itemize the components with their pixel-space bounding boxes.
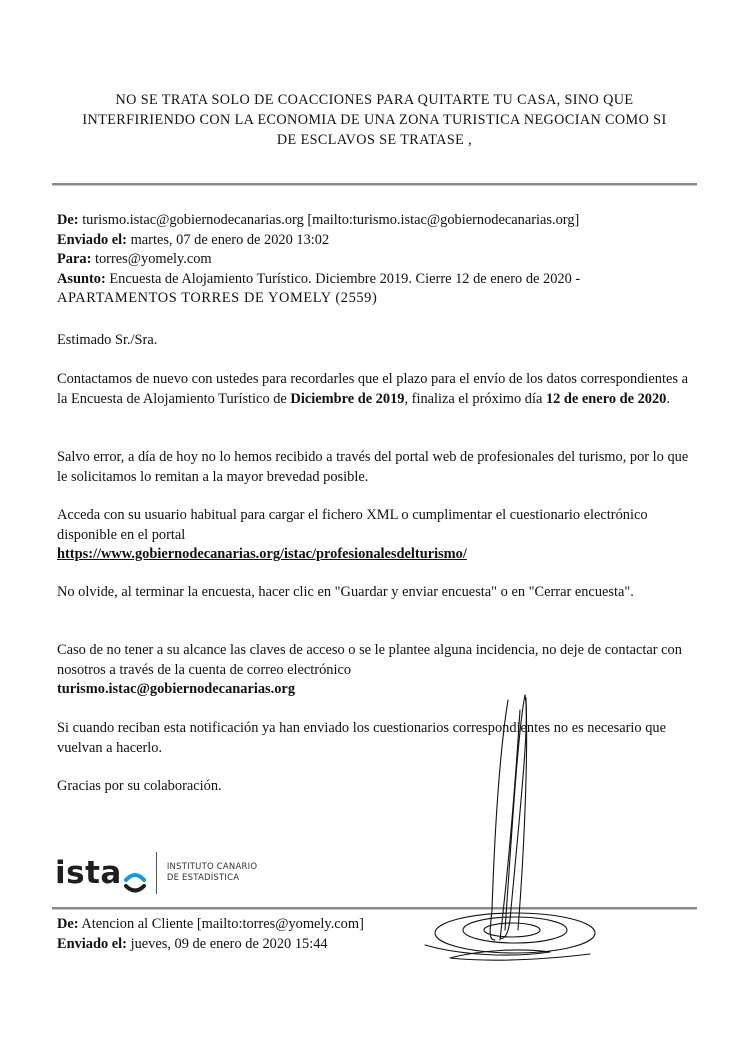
paragraph-text: Contactamos de nuevo con ustedes para recordarles que el plazo para el envío de los datos correspondientes a la Encuesta de Alojamiento Turístico de [57, 371, 688, 407]
greeting: Estimado Sr./Sra. [57, 332, 158, 348]
subject-value: Encuesta de Alojamiento Turístico. Diciembre 2019. Cierre 12 de enero de 2020 - [109, 270, 581, 287]
closing-thanks: Gracias por su colaboración. [57, 778, 222, 794]
paragraph-text: , finaliza el próximo día [404, 390, 546, 407]
banner-line: DE ESCLAVOS SE TRATASE , [276, 132, 473, 148]
from-value[interactable]: turismo.istac@gobiernodecanarias.org [mailto:turismo.istac@gobiernodecanarias.org] [82, 212, 580, 228]
logo-text: ista [55, 855, 122, 891]
istac-c-logo-icon [124, 865, 146, 887]
from-label: De: [57, 212, 79, 228]
divider [52, 907, 697, 910]
to-value[interactable]: torres@yomely.com [94, 251, 212, 267]
email-header-reply [57, 915, 697, 954]
sent-row [57, 231, 697, 251]
logo-separator [156, 852, 157, 894]
survey-period: Diciembre de 2019 [290, 390, 405, 407]
paragraph-deadline [57, 370, 697, 409]
paragraph-text: Acceda con su usuario habitual para cargar el fichero XML o cumplimentar el cuestionario electrónico disponible en el portal [57, 507, 648, 543]
paragraph-contact [57, 641, 697, 700]
from-label: De: [57, 916, 79, 932]
sent-label: Enviado el: [57, 231, 127, 248]
paragraph-reminder: No olvide, al terminar la encuesta, hacer clic en "Guardar y enviar encuesta" o en "Cerrar encuesta". [57, 584, 634, 600]
subject-row [57, 270, 697, 290]
istac-logo [55, 850, 257, 896]
sent-row [57, 935, 697, 955]
paragraph-not-received: Salvo error, a día de hoy no lo hemos recibido a través del portal web de profesionales del turismo, por lo que le solicitamos lo remitan a la mayor brevedad posible. [57, 449, 689, 485]
to-row [57, 250, 697, 270]
banner-line: NO SE TRATA SOLO DE COACCIONES PARA QUITARTE TU CASA, SINO QUE [115, 92, 634, 108]
from-value[interactable]: Atencion al Cliente [mailto:torres@yomely.com] [81, 916, 364, 932]
to-label: Para: [57, 251, 92, 267]
sent-label: Enviado el: [57, 935, 127, 952]
logo-subtitle-line: DE ESTADÍSTICA [166, 873, 240, 883]
portal-link[interactable]: https://www.gobiernodecanarias.org/istac/profesionalesdelturismo/ [57, 546, 467, 562]
banner-line: INTERFIRIENDO CON LA ECONOMIA DE UNA ZONA TURISTICA NEGOCIAN COMO SI [82, 112, 667, 128]
email-header-original [57, 211, 697, 309]
paragraph-access [57, 506, 697, 565]
logo-subtitle-line: INSTITUTO CANARIO [166, 862, 258, 872]
subject-row-cont: APARTAMENTOS TORRES DE YOMELY (2559) [57, 290, 378, 306]
subject-label: Asunto: [57, 270, 106, 287]
paragraph-text: . [666, 390, 670, 407]
sent-value: jueves, 09 de enero de 2020 15:44 [130, 935, 328, 952]
contact-email[interactable]: turismo.istac@gobiernodecanarias.org [57, 681, 296, 697]
from-row [57, 211, 697, 231]
deadline-date: 12 de enero de 2020 [545, 390, 667, 407]
logo-wordmark [55, 855, 146, 891]
divider [52, 183, 697, 186]
sent-value: martes, 07 de enero de 2020 13:02 [130, 231, 330, 248]
from-row [57, 915, 697, 935]
paragraph-text: Caso de no tener a su alcance las claves de acceso o se le plantee alguna incidencia, no deje de contactar con nosotros a través de la cuenta de correo electrónico [57, 642, 682, 678]
paragraph-already-sent: Si cuando reciban esta notificación ya han enviado los cuestionarios correspondientes no es necesario que vuelvan a hacerlo. [57, 720, 666, 756]
protest-banner [52, 90, 697, 150]
logo-subtitle [167, 862, 257, 884]
